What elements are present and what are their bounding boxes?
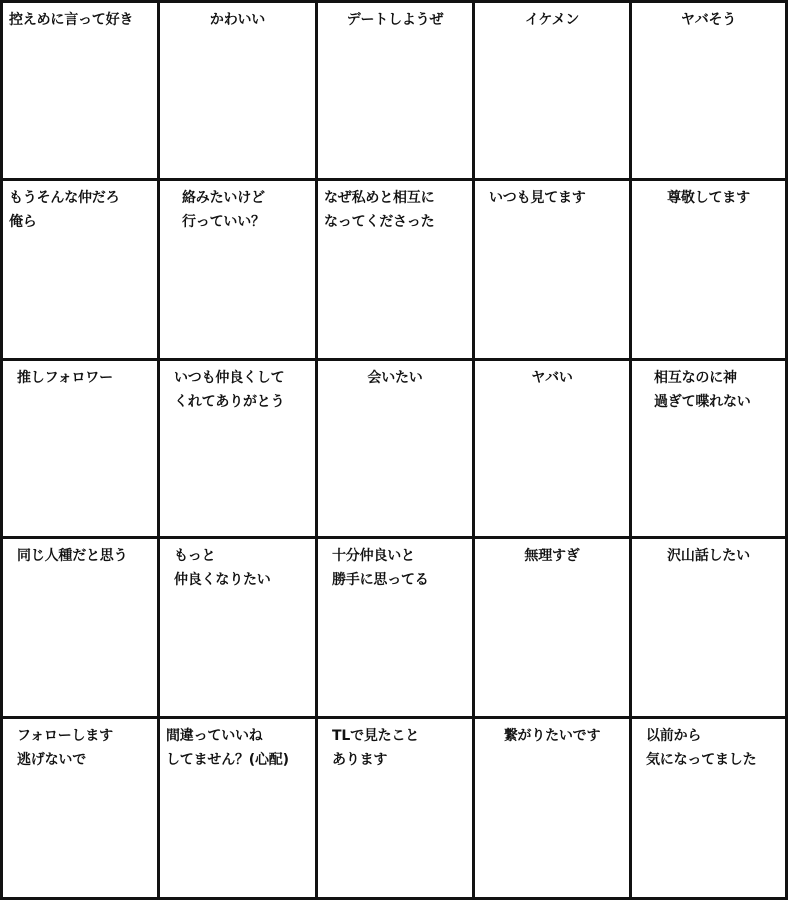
grid-cell-r2-c5: [632, 181, 785, 361]
cell-label: 無理すぎ: [524, 548, 580, 564]
grid-cell-r2-c3: [318, 181, 475, 361]
grid-cell-r3-c2: [160, 361, 318, 539]
grid-cell-r5-c4: [475, 719, 632, 897]
cell-label: かわいい: [209, 12, 266, 28]
cell-label: なぜ私めと相互に なってくださった: [324, 190, 435, 230]
cell-label: もっと 仲良くなりたい: [174, 548, 271, 588]
grid-cell-r4-c4: [475, 539, 632, 719]
cell-label: 十分仲良いと 勝手に思ってる: [332, 548, 429, 588]
cell-label: フォローします 逃げないで: [17, 728, 113, 768]
grid-cell-r2-c2: [160, 181, 318, 361]
grid-cell-r1-c3: [318, 3, 475, 181]
grid-cell-r4-c3: [318, 539, 475, 719]
cell-label: イケメン: [524, 12, 580, 28]
cell-label: 同じ人種だと思う: [17, 548, 128, 564]
cell-label: いつも仲良くして くれてありがとう: [174, 370, 285, 410]
grid-cell-r4-c1: [3, 539, 160, 719]
grid-cell-r5-c3: [318, 719, 475, 897]
cell-label: 尊敬してます: [667, 190, 750, 206]
cell-label: 控えめに言って好き: [9, 12, 134, 28]
grid-cell-r3-c3: [318, 361, 475, 539]
grid-cell-r1-c5: [632, 3, 785, 181]
grid-cell-r2-c4: [475, 181, 632, 361]
cell-label: 推しフォロワー: [17, 370, 113, 386]
grid-cell-r1-c1: [3, 3, 160, 181]
grid-cell-r2-c1: [3, 181, 160, 361]
cell-label: 繋がりたいです: [503, 728, 601, 744]
grid-cell-r5-c5: [632, 719, 785, 897]
cell-label: ヤバい: [531, 370, 573, 386]
cell-label: 絡みたいけど 行っていい？: [182, 190, 265, 230]
cell-label: いつも見てます: [489, 190, 586, 206]
cell-label: 会いたい: [367, 370, 423, 386]
cell-label: 相互なのに神 過ぎて喋れない: [654, 370, 751, 410]
grid-cell-r3-c4: [475, 361, 632, 539]
cell-label: TLで見たこと あります: [332, 728, 420, 768]
cell-label: ヤバそう: [680, 12, 737, 28]
grid-cell-r5-c1: [3, 719, 160, 897]
grid-cell-r1-c2: [160, 3, 318, 181]
cell-label: 間違っていいね してません？(心配): [166, 728, 289, 768]
cell-label: もうそんな仲だろ 俺ら: [9, 190, 120, 230]
grid-cell-r3-c5: [632, 361, 785, 539]
grid-cell-r5-c2: [160, 719, 318, 897]
cell-label: 沢山話したい: [667, 548, 750, 564]
grid-cell-r3-c1: [3, 361, 160, 539]
grid-cell-r4-c2: [160, 539, 318, 719]
grid-cell-r1-c4: [475, 3, 632, 181]
grid-cell-r4-c5: [632, 539, 785, 719]
cell-label: 以前から 気になってました: [646, 728, 757, 768]
cell-label: デートしようぜ: [346, 12, 444, 28]
